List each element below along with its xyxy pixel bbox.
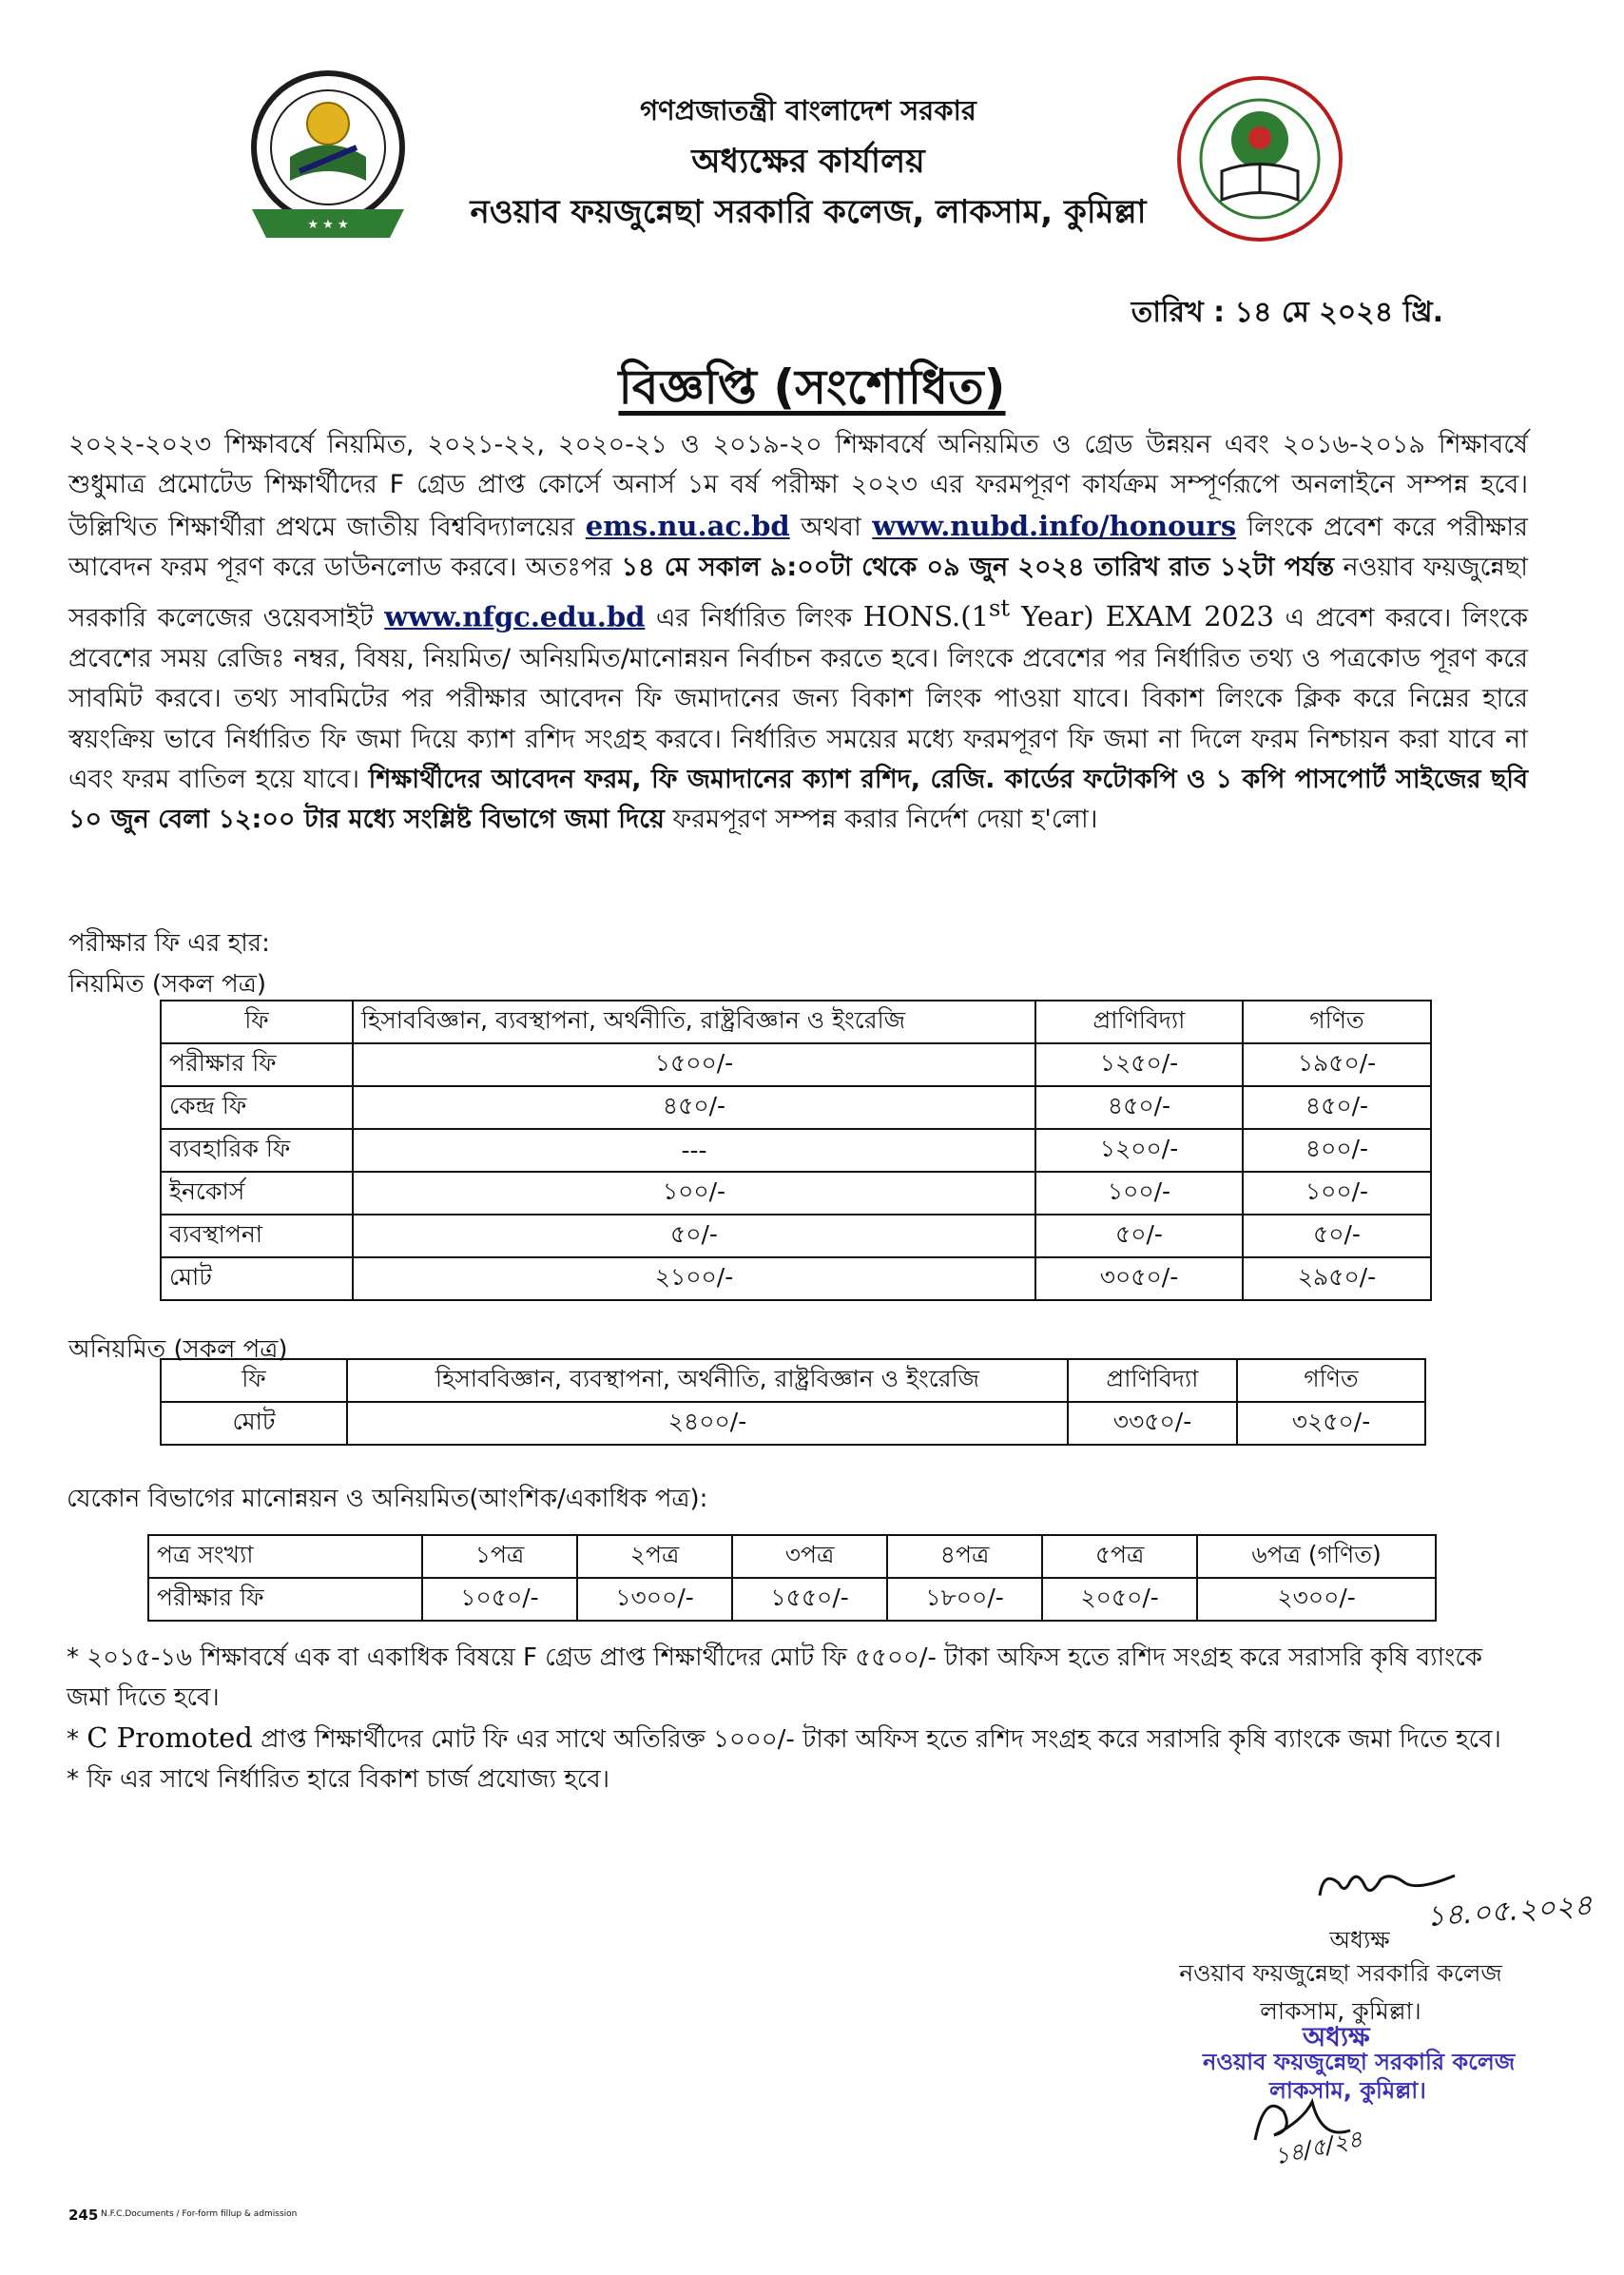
notice-title xyxy=(0,352,1624,431)
body-text-5: এর নির্ধারিত লিংক xyxy=(645,603,863,633)
table-header-cell: ৫পত্র xyxy=(1042,1535,1197,1578)
table-cell: ১০০/- xyxy=(1243,1172,1431,1215)
regular-label: নিয়মিত (সকল পত্র) xyxy=(68,970,266,999)
table-row xyxy=(161,1215,1431,1257)
table-cell: ১৫০০/- xyxy=(353,1043,1035,1086)
table-header-cell: প্রাণিবিদ্যা xyxy=(1035,1001,1243,1043)
notice-title-text: বিজ্ঞপ্তি (সংশোধিত) xyxy=(618,360,1006,415)
college-name: নওয়াব ফয়জুন্নেছা সরকারি কলেজ, লাকসাম, কুমিল্লা xyxy=(470,193,1147,231)
table-cell: ৩০৫০/- xyxy=(1035,1257,1243,1300)
table-cell: ১২৫০/- xyxy=(1035,1043,1243,1086)
table-cell: ১০৫০/- xyxy=(422,1578,577,1621)
table-row xyxy=(148,1535,1436,1578)
table-header-cell: গণিত xyxy=(1237,1359,1425,1402)
table-cell: পরীক্ষার ফি xyxy=(161,1043,353,1086)
table-cell: ১০০/- xyxy=(1035,1172,1243,1215)
table-cell: ২০৫০/- xyxy=(1042,1578,1197,1621)
government-name: গণপ্রজাতন্ত্রী বাংলাদেশ সরকার xyxy=(640,94,976,126)
table-cell: ইনকোর্স xyxy=(161,1172,353,1215)
table-cell: ১৩০০/- xyxy=(577,1578,732,1621)
stamp-title: অধ্যক্ষ xyxy=(1303,2021,1370,2052)
page-number: 245 xyxy=(68,2207,99,2224)
table-cell: ১০০/- xyxy=(353,1172,1035,1215)
table-header-cell: পত্র সংখ্যা xyxy=(148,1535,422,1578)
body-text-7: ফরমপূরণ সম্পন্ন করার নির্দেশ দেয়া হ'লো। xyxy=(664,805,1098,835)
table-cell: মোট xyxy=(161,1402,347,1445)
table-cell: ব্যবহারিক ফি xyxy=(161,1129,353,1172)
body-text-6: এ প্রবেশ করবে। লিংকে প্রবেশের সময় রেজিঃ নম্বর, বিষয়, নিয়মিত/ অনিয়মিত/মানোন্নয়ন নির্বাচন করতে হবে। লিংকে প্রবেশের পর নির্ধারিত তথ্য ও পত্রকোড পূরণ করে সাবমিট করবে। তথ্য সাবমিটের পর পরীক্ষার আবেদন ফি জমাদানের জন্য বিকাশ লিংক পাওয়া যাবে। বিকাশ লিংকে ক্লিক করে নিম্নের হারে স্বয়ংক্রিয় ভাবে নির্ধারিত ফি জমা দিয়ে ক্যাশ রশিদ সংগ্রহ করবে। নির্ধারিত সময়ের মধ্যে ফরমপূরণ ফি জমা না দিলে ফরম নিশ্চায়ন করা যাবে না এবং ফরম বাতিল হয়ে যাবে। xyxy=(68,603,1528,794)
table-row xyxy=(161,1086,1431,1129)
table-header-cell: ফি xyxy=(161,1001,353,1043)
table-row xyxy=(161,1001,1431,1043)
table-row xyxy=(161,1359,1425,1402)
irregular-fee-table xyxy=(160,1358,1426,1446)
table-cell: ৪০০/- xyxy=(1243,1129,1431,1172)
notice-date: তারিখ : ১৪ মে ২০২৪ খ্রি. xyxy=(1131,296,1443,329)
signature-designation: অধ্যক্ষ xyxy=(1329,1926,1390,1954)
table-cell: ৫০/- xyxy=(1243,1215,1431,1257)
partial-fee-table xyxy=(147,1534,1437,1622)
signature-place: লাকসাম, কুমিল্লা। xyxy=(1260,1997,1421,2025)
footnote-2 xyxy=(67,1718,1531,1760)
irregular-label: অনিয়মিত (সকল পত্র) xyxy=(68,1335,288,1364)
table-cell: ২৯৫০/- xyxy=(1243,1257,1431,1300)
table-cell: ১৯৫০/- xyxy=(1243,1043,1431,1086)
table-cell: ১২০০/- xyxy=(1035,1129,1243,1172)
table-row xyxy=(161,1402,1425,1445)
table-header-cell: গণিত xyxy=(1243,1001,1431,1043)
table-row xyxy=(161,1043,1431,1086)
body-text-2: অথবা xyxy=(789,512,873,542)
document-path: N.F.C.Documents / For-form fillup & admission xyxy=(101,2209,298,2219)
table-header-cell: ৬পত্র (গণিত) xyxy=(1197,1535,1436,1578)
table-cell: ২৪০০/- xyxy=(347,1402,1068,1445)
table-row xyxy=(161,1129,1431,1172)
table-cell: পরীক্ষার ফি xyxy=(148,1578,422,1621)
table-cell: ১৮০০/- xyxy=(887,1578,1042,1621)
table-header-cell: ৪পত্র xyxy=(887,1535,1042,1578)
table-cell: --- xyxy=(353,1129,1035,1172)
body-text-3: লিংকে প্রবেশ করে পরীক্ষার আবেদন ফরম পূরণ করে ডাউনলোড করবে। অতঃপর xyxy=(68,512,1528,583)
fee-heading: পরীক্ষার ফি এর হার: xyxy=(68,929,270,958)
table-row xyxy=(161,1172,1431,1215)
hons-link-label xyxy=(862,594,1274,633)
footnote-1: * ২০১৫-১৬ শিক্ষাবর্ষে এক বা একাধিক বিষয়ে F গ্রেড প্রাপ্ত শিক্ষার্থীদের মোট ফি ৫৫০০/- টাকা অফিস হতে রশিদ সংগ্রহ করে সরাসরি কৃষি ব্যাংকে জমা দিতে হবে। xyxy=(67,1643,1482,1712)
table-cell: ২৩০০/- xyxy=(1197,1578,1436,1621)
table-cell: ৪৫০/- xyxy=(1035,1086,1243,1129)
notice-body xyxy=(68,425,1528,841)
table-header-cell: ২পত্র xyxy=(577,1535,732,1578)
table-row xyxy=(148,1578,1436,1621)
link-nfgc[interactable]: www.nfgc.edu.bd xyxy=(384,600,646,633)
body-text-4: নওয়াব ফয়জুন্নেছা সরকারি কলেজের ওয়েবসাইট xyxy=(68,553,1528,633)
table-header-cell: ফি xyxy=(161,1359,347,1402)
body-text-1: ২০২২-২০২৩ শিক্ষাবর্ষে নিয়মিত, ২০২১-২২, ২০২০-২১ ও ২০১৯-২০ শিক্ষাবর্ষে অনিয়মিত ও গ্রেড উন্নয়ন এবং ২০১৬-২০১৯ শিক্ষাবর্ষে শুধুমাত্র প্রমোটেড শিক্ষার্থীদের F গ্রেড প্রাপ্ত কোর্সে অনার্স ১ম বর্ষ পরীক্ষা ২০২৩ এর ফরমপূরণ কার্যক্রম সম্পূর্ণরূপে অনলাইনে সম্পন্ন হবে। উল্লিখিত শিক্ষার্থীরা প্রথমে জাতীয় বিশ্ববিদ্যালয়ের xyxy=(68,430,1528,542)
footnote-2-text: প্রাপ্ত শিক্ষার্থীদের মোট ফি এর সাথে অতিরিক্ত ১০০০/- টাকা অফিস হতে রশিদ সংগ্রহ করে সরাসরি কৃষি ব্যাংকে জমা দিতে হবে। xyxy=(252,1725,1501,1754)
table-cell: কেন্দ্র ফি xyxy=(161,1086,353,1129)
link-ems-nu[interactable]: ems.nu.ac.bd xyxy=(585,509,790,542)
partial-label: যেকোন বিভাগের মানোন্নয়ন ও অনিয়মিত(আংশিক/একাধিক পত্র): xyxy=(67,1485,708,1513)
table-cell: ৩২৫০/- xyxy=(1237,1402,1425,1445)
table-cell: মোট xyxy=(161,1257,353,1300)
footnote-2-promoted: C Promoted xyxy=(87,1721,253,1754)
table-header-cell: হিসাববিজ্ঞান, ব্যবস্থাপনা, অর্থনীতি, রাষ্ট্রবিজ্ঞান ও ইংরেজি xyxy=(353,1001,1035,1043)
table-cell: ৩৩৫০/- xyxy=(1068,1402,1237,1445)
stamp-date: ১৪/৫/২৪ xyxy=(1271,2125,1365,2170)
link-nubd-honours[interactable]: www.nubd.info/honours xyxy=(872,509,1237,542)
footnote-3: * ফি এর সাথে নির্ধারিত হারে বিকাশ চার্জ প্রযোজ্য হবে। xyxy=(67,1765,610,1794)
table-cell: ৫০/- xyxy=(353,1215,1035,1257)
office-name: অধ্যক্ষের কার্যালয় xyxy=(691,143,925,181)
stamp-place: লাকসাম, কুমিল্লা। xyxy=(1269,2077,1426,2104)
signature-date: ১৪.০৫.২০২৪ xyxy=(1424,1888,1594,1935)
table-header-cell: ১পত্র xyxy=(422,1535,577,1578)
table-cell: ব্যবস্থাপনা xyxy=(161,1215,353,1257)
table-cell: ৪৫০/- xyxy=(1243,1086,1431,1129)
footnote-2-star: * xyxy=(67,1725,87,1754)
deadline-text: ১৪ মে সকাল ৯:০০টা থেকে ০৯ জুন ২০২৪ তারিখ রাত ১২টা পর্যন্ত xyxy=(621,553,1335,583)
stamp-college: নওয়াব ফয়জুন্নেছা সরকারি কলেজ xyxy=(1203,2049,1516,2075)
table-header-cell: ৩পত্র xyxy=(732,1535,887,1578)
table-cell: ৫০/- xyxy=(1035,1215,1243,1257)
footnotes xyxy=(67,1638,1531,1799)
signature-college: নওয়াব ফয়জুন্নেছা সরকারি কলেজ xyxy=(1179,1959,1502,1987)
hons-label-sup: st xyxy=(989,594,1011,622)
table-row xyxy=(161,1257,1431,1300)
hons-label-b: Year) EXAM 2023 xyxy=(1010,600,1274,633)
table-cell: ৪৫০/- xyxy=(353,1086,1035,1129)
table-cell: ২১০০/- xyxy=(353,1257,1035,1300)
table-header-cell: হিসাববিজ্ঞান, ব্যবস্থাপনা, অর্থনীতি, রাষ্ট্রবিজ্ঞান ও ইংরেজি xyxy=(347,1359,1068,1402)
table-cell: ১৫৫০/- xyxy=(732,1578,887,1621)
table-header-cell: প্রাণিবিদ্যা xyxy=(1068,1359,1237,1402)
svg-text:★ ★ ★: ★ ★ ★ xyxy=(307,218,349,232)
submission-instruction: শিক্ষার্থীদের আবেদন ফরম, ফি জমাদানের ক্যাশ রশিদ, রেজি. কার্ডের ফটোকপি ও ১ কপি পাসপোর্ট সাইজের ছবি ১০ জুন বেলা ১২:০০ টার মধ্যে সংশ্লিষ্ট বিভাগে জমা দিয়ে xyxy=(68,764,1528,835)
regular-fee-table xyxy=(160,1000,1432,1301)
hons-label-a: HONS.(1 xyxy=(862,600,990,633)
